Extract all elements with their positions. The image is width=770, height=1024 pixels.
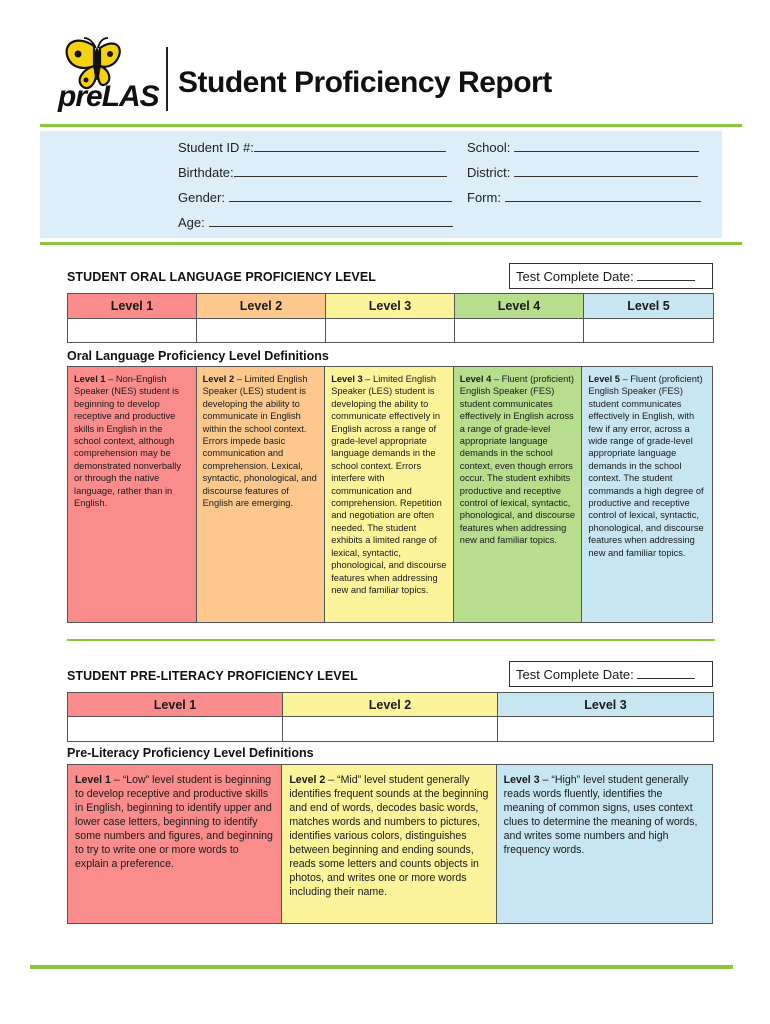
literacy-section-title: STUDENT PRE-LITERACY PROFICIENCY LEVEL (67, 669, 358, 683)
student-id-field[interactable] (178, 140, 446, 155)
logo-wordmark (58, 80, 159, 114)
oral-section-title: STUDENT ORAL LANGUAGE PROFICIENCY LEVEL (67, 270, 377, 284)
oral-def-4-level: Level 4 (459, 374, 492, 384)
oral-def-3-text: – Limited English Speaker (LES) student is developing the ability to communicate effectively in English across a range of grade-level appropriate language demands in the school context. Errors interfere with communication and comprehension. Repetition and negotiation are often needed. The student exhibits a limited range of lexical, syntactic, phonological, and discourse features when addressing new and familiar topics. (331, 374, 447, 595)
literacy-level-2-entry[interactable] (283, 717, 498, 742)
literacy-definitions (67, 764, 713, 924)
logo-pre: pre (58, 80, 102, 113)
oral-def-4-text: – Fluent (proficient) English Speaker (FES) student communicates effectively in English across a range of grade-level appropriate language demands in the school context, even though errors occur. The student exhibits productive and receptive control of lexical, syntactic, phonological, and discourse features when addressing new and familiar topics. (459, 374, 576, 546)
oral-test-date-label: Test Complete Date: (516, 269, 634, 284)
gender-label: Gender: (178, 190, 225, 205)
form-label: Form: (467, 190, 501, 205)
literacy-def-3-level: Level 3 (503, 774, 540, 786)
oral-level-3-header: Level 3 (326, 294, 455, 319)
header-rule (40, 124, 742, 127)
birthdate-field[interactable] (178, 165, 447, 180)
oral-def-level-1 (68, 367, 197, 622)
student-id-label: Student ID #: (178, 140, 254, 155)
oral-def-5-text: – Fluent (proficient) English Speaker (FES) student communicates effectively in English, with few if any error, across a wide range of grade-level appropriate language demands in the school context. The student commands a high degree of productive and receptive control of lexical, syntactic, phonological, and discourse features when addressing new and familiar topics. (588, 374, 704, 558)
oral-level-4-entry[interactable] (455, 319, 584, 343)
oral-def-1-level: Level 1 (74, 374, 106, 384)
oral-level-5-header: Level 5 (584, 294, 714, 319)
oral-level-2-header: Level 2 (197, 294, 326, 319)
age-label: Age: (178, 215, 205, 230)
oral-def-2-text: – Limited English Speaker (LES) student is developing the ability to communicate in English within the school context. Errors impede basic communication and comprehension. Lexical, syntactic, phonological, and discourse features of English are emerging. (202, 374, 317, 509)
literacy-def-level-2 (282, 765, 496, 923)
oral-def-level-4 (454, 367, 583, 622)
oral-level-1-header: Level 1 (68, 294, 197, 319)
district-label: District: (467, 165, 511, 180)
oral-def-level-3 (325, 367, 454, 622)
info-bottom-rule (40, 242, 742, 245)
age-field[interactable] (178, 215, 453, 230)
literacy-level-1-header: Level 1 (68, 693, 283, 717)
oral-def-level-2 (197, 367, 326, 622)
oral-def-level-5 (582, 367, 712, 622)
literacy-level-3-header: Level 3 (498, 693, 714, 717)
school-label: School: (467, 140, 511, 155)
oral-level-4-header: Level 4 (455, 294, 584, 319)
district-field[interactable] (467, 165, 698, 180)
footer-rule (30, 965, 733, 969)
gender-field[interactable] (178, 190, 452, 205)
oral-bottom-rule (67, 639, 715, 641)
literacy-level-table (67, 692, 714, 742)
oral-def-1-text: – Non-English Speaker (NES) student is beginning to develop receptive and productive skills in English in the school context, although comprehension may be demonstrated nonverbally or through the native language, rather than in English. (74, 374, 181, 509)
oral-level-table (67, 293, 714, 343)
literacy-test-date-label: Test Complete Date: (516, 667, 634, 682)
birthdate-label: Birthdate: (178, 165, 234, 180)
oral-definitions (67, 366, 713, 623)
oral-level-5-entry[interactable] (584, 319, 714, 343)
literacy-level-1-entry[interactable] (68, 717, 283, 742)
oral-level-2-entry[interactable] (197, 319, 326, 343)
logo-las: LAS (101, 80, 159, 113)
literacy-def-2-text: – “Mid” level student generally identifies frequent sounds at the beginning and end of words, decodes basic words, matches words and numbers to pictures, identifies various colors, distinguishes between beginning and ending sounds, reads some letters and counts objects in photos, and writes one or more words including their name. (289, 774, 489, 898)
literacy-def-level-1 (68, 765, 282, 923)
literacy-def-1-text: – “Low” level student is beginning to develop receptive and productive skills in English, beginning to identify upper and lower case letters, beginning to identify some numbers and figures, and beginning to try to write one or more words to explain a preference. (75, 774, 273, 870)
literacy-definitions-title: Pre-Literacy Proficiency Level Definitions (67, 746, 314, 760)
oral-def-5-level: Level 5 (588, 374, 620, 384)
literacy-def-level-3 (497, 765, 712, 923)
oral-level-3-entry[interactable] (326, 319, 455, 343)
oral-def-3-level: Level 3 (331, 374, 363, 384)
literacy-def-1-level: Level 1 (75, 774, 111, 786)
literacy-def-2-level: Level 2 (289, 774, 326, 786)
oral-level-1-entry[interactable] (68, 319, 197, 343)
literacy-level-2-header: Level 2 (283, 693, 498, 717)
oral-test-date-field[interactable] (509, 263, 713, 289)
student-info-panel (40, 131, 722, 238)
literacy-test-date-field[interactable] (509, 661, 713, 687)
literacy-level-3-entry[interactable] (498, 717, 714, 742)
title-divider (166, 47, 168, 111)
literacy-def-3-text: – “High” level student generally reads words fluently, identifies the meaning of common signs, uses context clues to determine the meaning of words, and writes some numbers and high frequency words. (503, 774, 698, 856)
form-field[interactable] (467, 190, 701, 205)
page-title: Student Proficiency Report (178, 66, 552, 99)
oral-definitions-title: Oral Language Proficiency Level Definitions (67, 349, 329, 363)
school-field[interactable] (467, 140, 699, 155)
oral-def-2-level: Level 2 (202, 374, 235, 384)
